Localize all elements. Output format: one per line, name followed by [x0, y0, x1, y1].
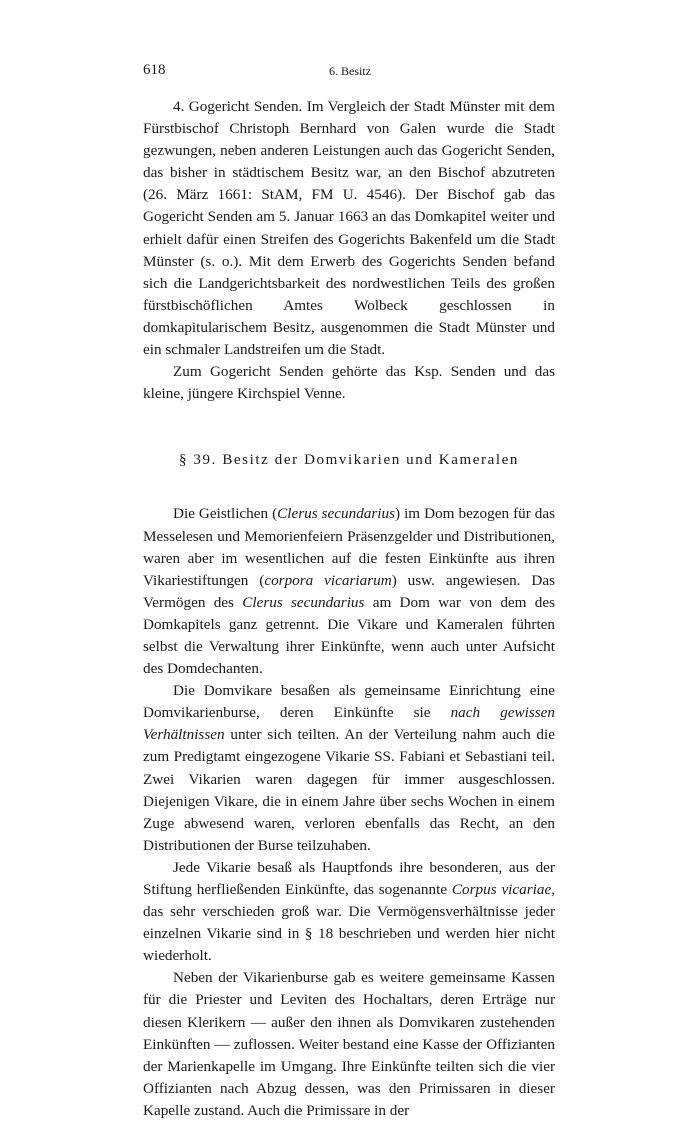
text-run: Jede Vikarie besaß als Hauptfonds ihre besonderen, aus der Stiftung herfließenden Einkünfte, das sogenannte	[143, 858, 555, 898]
text-run: Die Geistlichen (	[173, 505, 278, 523]
text-run: ) im Dom bezogen für das Messelesen und Memorienfeiern Präsenzgelder und Distributionen, waren aber im wesentlichen auf die festen Einkünfte aus ihren Vikariestiftungen (	[143, 505, 556, 589]
italic-term: nach gewissen Verhältnissen	[143, 704, 555, 744]
paragraph-domvikarienburse	[143, 680, 555, 857]
text-run: ) usw. angewiesen. Das Vermögen des	[143, 571, 555, 611]
italic-term: corpora vicariarum	[264, 571, 392, 589]
paragraph-kirchspiel: Zum Gogericht Senden gehörte das Ksp. Senden und das kleine, jüngere Kirchspiel Venne.	[143, 363, 555, 403]
text-run: am Dom war von dem des Domkapitels ganz getrennt. Die Vikare und Kameralen führten selbst die Verwaltung ihrer Einkünfte, wenn auch unter Aufsicht des Domdechanten.	[143, 593, 556, 678]
italic-term: Corpus vicariae	[451, 881, 552, 898]
italic-term: Clerus secundarius	[242, 593, 365, 611]
text-run: Die Domvikare besaßen als gemeinsame Einrichtung eine Domvikarienburse, deren Einkünfte sie	[143, 682, 555, 722]
italic-term: Clerus secundarius	[277, 505, 396, 523]
paragraph-clerus	[143, 503, 555, 680]
text-run: , das sehr verschieden groß war. Die Vermögensverhältnisse jeder einzelnen Vikarie sind in § 18 beschrieben und werden hier nicht wiederholt.	[143, 881, 555, 965]
paragraph-kassen: Neben der Vikarienburse gab es weitere gemeinsame Kassen für die Priester und Leviten des Hochaltars, deren Erträge nur diesen Klerikern — außer den ihnen als Domvikaren zustehenden Einkünften — zuflossen. Weiter bestand eine Kasse der Offizianten der Marienkapelle im Umgang. Ihre Einkünfte teilten sich die vier Offizianten nach Abzug dessen, was den Primissaren in dieser Kapelle zustand. Auch die Primissare in der	[143, 969, 555, 1119]
running-head: 6. Besitz	[329, 64, 371, 78]
page-number: 618	[143, 62, 166, 78]
body-text	[143, 96, 555, 1122]
paragraph-gogericht-senden: 4. Gogericht Senden. Im Vergleich der Stadt Münster mit dem Fürstbischof Christoph Bernhard von Galen wurde die Stadt gezwungen, neben anderen Leistungen auch das Gogericht Senden, das bisher in städtischem Besitz war, an den Bischof abzutreten (26. März 1661: StAM, FM U. 4546). Der Bischof gab das Gogericht Senden am 5. Januar 1663 an das Domkapitel weiter und erhielt dafür einen Streifen des Gogerichts Bakenfeld um die Stadt Münster (s. o.). Mit dem Erwerb des Gogerichts Senden befand sich die Landgerichtsbarkeit des nordwestlichen Teils des großen fürstbischöflichen Amtes Wolbeck geschlossen in domkapitularischem Besitz, ausgenommen die Stadt Münster und ein schmaler Landstreifen um die Stadt.	[143, 98, 555, 359]
paragraph-hauptfonds	[143, 857, 555, 967]
text-run: unter sich teilten. An der Verteilung nahm auch die zum Predigtamt eingezogene Vikarie SS. Fabiani et Sebastiani teil. Zwei Vikarien waren dagegen für immer ausgeschlossen. Diejenigen Vikare, die in einem Jahre über sechs Wochen in einem Zuge abwesend waren, verloren ebenfalls das Recht, an den Distributionen der Burse teilzuhaben.	[143, 726, 555, 854]
section-heading: § 39. Besitz der Domvikarien und Kameralen	[178, 452, 520, 469]
